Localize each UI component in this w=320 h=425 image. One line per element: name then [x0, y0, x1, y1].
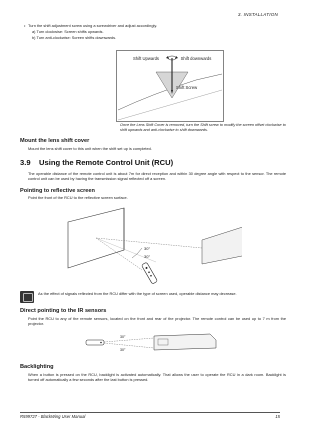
bullet-text: Turn the shift adjustment screw using a screwdriver and adjust accordingly. [28, 23, 158, 28]
direct-pointing-figure [82, 330, 232, 354]
angle-label-2: 30° [144, 254, 151, 259]
backlighting-text: When a button is pressed on the RCU, backlight is activated automatically. That allows the user to operate the RCU in a dark room. Backlight is turned off automatically a few seconds after the last button is pressed. [28, 372, 286, 383]
section-title-text: Using the Remote Control Unit (RCU) [39, 158, 174, 167]
page-number: 15 [275, 414, 280, 419]
rcu-remote-icon-small [86, 340, 104, 345]
mount-cover-heading: Mount the lens shift cover [20, 138, 90, 144]
instruction-bullet [24, 23, 278, 28]
reflective-screen-figure [62, 204, 242, 284]
rcu-remote-icon [141, 262, 157, 284]
label-shift-screw: Shift Screw [176, 85, 198, 90]
angle-label-1: 30° [144, 246, 151, 251]
figure1-caption: Once the Lens Shift Cover is removed, turn the Shift screw to modify the screen offset clockwise to shift upwards and anti-clockwise to shift downwards. [120, 123, 286, 132]
sub-step-b: b) Turn anti-clockwise: Screen shifts downwards. [32, 35, 117, 40]
direct-heading: Direct pointing to the IR sensors [20, 308, 107, 314]
label-shift-downwards: Shift downwards [180, 56, 212, 61]
projector-body [154, 334, 216, 350]
backlighting-heading: Backlighting [20, 364, 54, 370]
note-text: As the effect of signals reflected from the RCU differ with the type of screen used, operable distance may decrease. [38, 291, 237, 296]
projector-body [202, 224, 242, 264]
bullet-marker: • [24, 23, 26, 28]
angle-label-2: 30° [120, 348, 126, 352]
signal-line-upper [104, 338, 154, 342]
section-number: 3.9 [20, 158, 31, 167]
section-intro: The operable distance of the remote control unit is about 7m for direct reception and within 30 degree angle with respect to the sensor. The remote control unit can be used by having the transmission signal reflected off a screen. [28, 171, 286, 182]
footer-rule [20, 412, 280, 413]
reflective-heading: Pointing to reflective screen [20, 188, 95, 194]
sub-step-a: a) Turn clockwise: Screen shifts upwards. [32, 29, 104, 34]
footer-document: R599727 - BlackWing User Manual [20, 414, 86, 419]
direct-text: Point the RCU to any of the remote sensors, located on the front and rear of the projector. The remote control can be used up to 7 m from the projector. [28, 316, 286, 327]
signal-line-lower [104, 343, 154, 348]
section-header: 3. INSTALLATION [237, 12, 278, 17]
section-title [20, 158, 173, 167]
label-shift-upwards: Shift Upwards [132, 56, 160, 61]
reflective-text: Point the front of the RCU to the reflective screen surface. [28, 195, 128, 200]
mount-cover-text: Mount the lens shift cover to this unit when the shift set up is completed. [28, 146, 152, 151]
note-icon [20, 291, 34, 303]
signal-line-1 [96, 238, 142, 270]
angle-label-1: 30° [120, 335, 126, 339]
shift-screw-figure [116, 50, 224, 122]
